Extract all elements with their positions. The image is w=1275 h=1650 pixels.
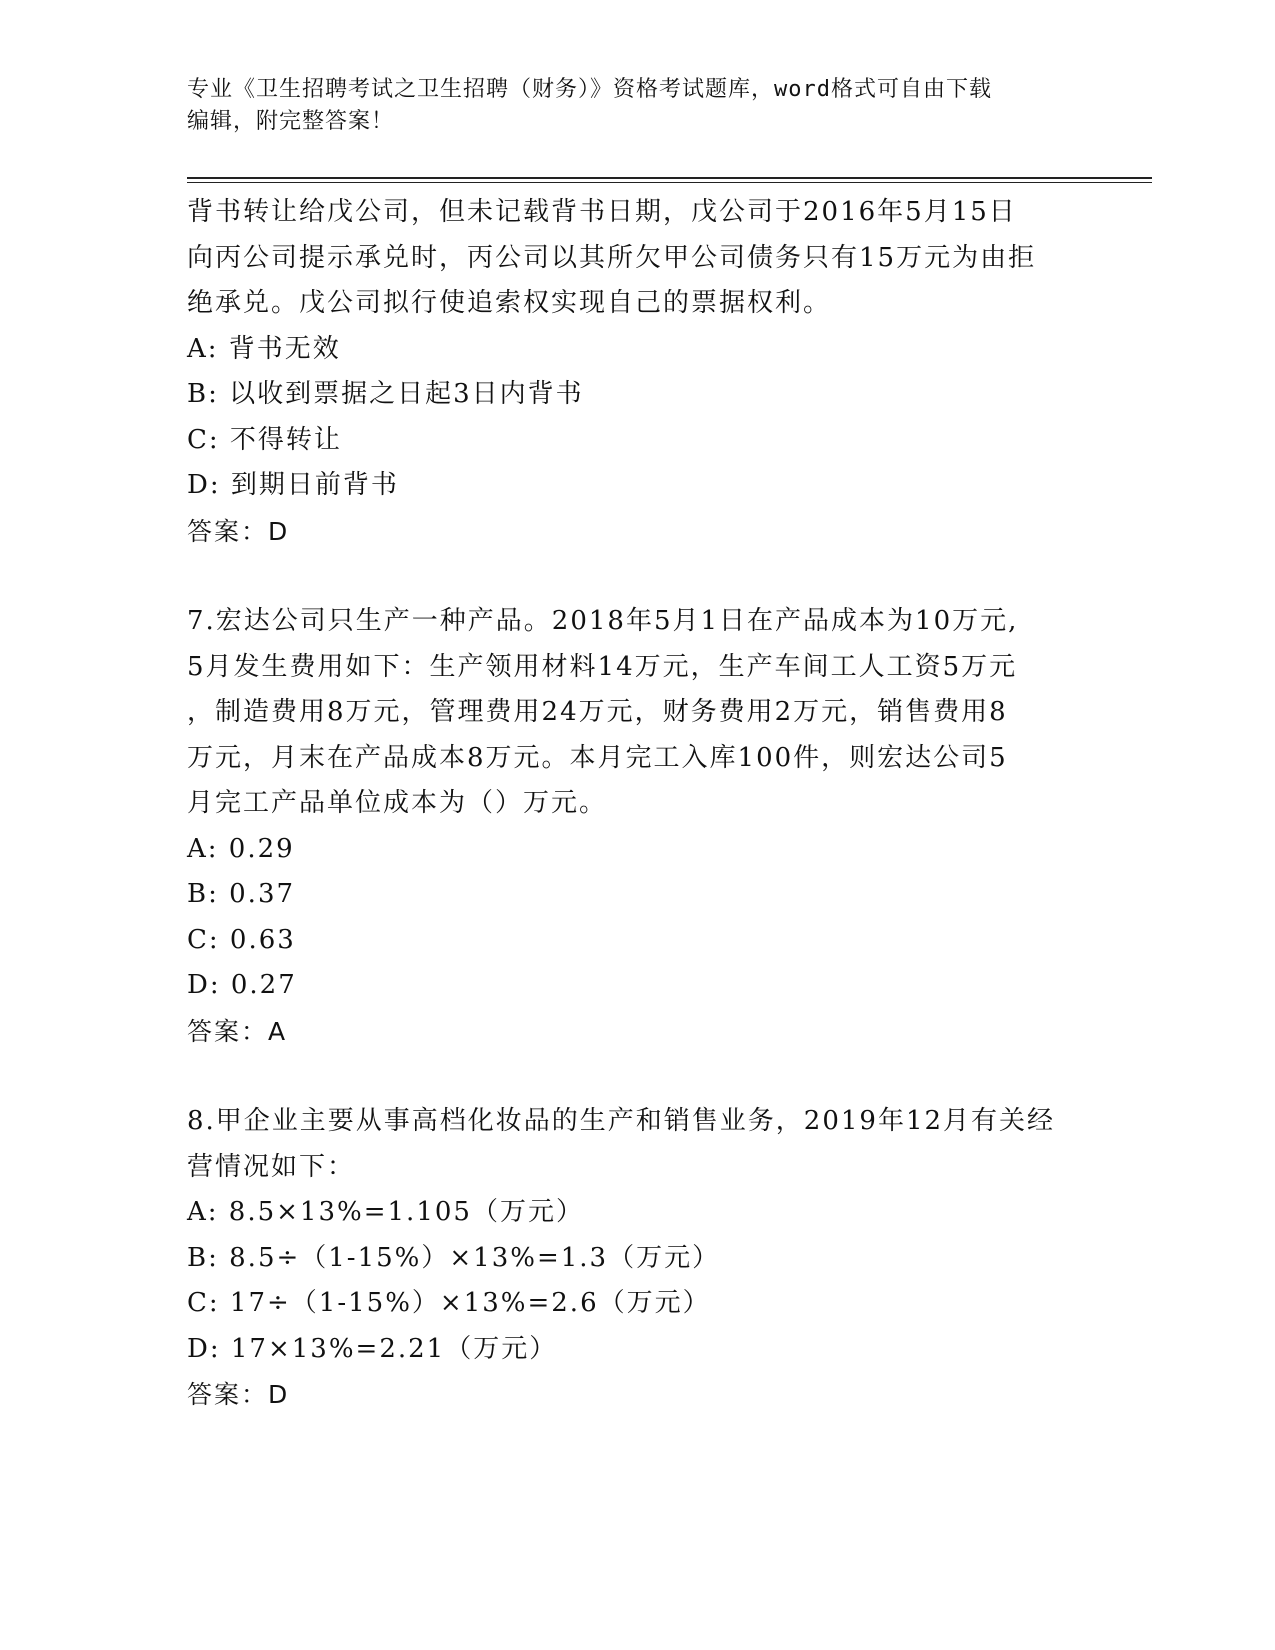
question-stem-line: 月完工产品单位成本为（）万元。 [187, 788, 608, 818]
question-stem-line: 绝承兑。戊公司拟行使追索权实现自己的票据权利。 [187, 288, 832, 318]
answer-line: 答案：D [187, 516, 290, 546]
header-divider-thick [187, 177, 1152, 179]
question-stem-line: 万元，月末在产品成本8万元。本月完工入库100件，则宏达公司5 [187, 742, 1008, 773]
question-stem-line: 5月发生费用如下：生产领用材料14万元，生产车间工人工资5万元 [187, 651, 1018, 682]
question-list [187, 190, 1087, 1418]
option-d: D: 到期日前背书 [187, 470, 399, 500]
question-stem-line: 8.甲企业主要从事高档化妆品的生产和销售业务，2019年12月有关经 [187, 1106, 1056, 1136]
header-line-1: 专业《卫生招聘考试之卫生招聘（财务）》资格考试题库，word格式可自由下载 [187, 77, 992, 102]
question-stem-line: ，制造费用8万元，管理费用24万元，财务费用2万元，销售费用8 [187, 697, 1008, 727]
answer-line: 答案：D [187, 1380, 290, 1409]
option-b: B: 以收到票据之日起3日内背书 [187, 379, 584, 409]
header-divider-thin [187, 182, 1152, 183]
question-spacer [187, 554, 1087, 599]
question-6 [187, 190, 1087, 554]
answer-line: 答案：A [187, 1016, 288, 1046]
question-7 [187, 599, 1087, 1054]
option-a: A: 0.29 [187, 833, 295, 864]
question-stem-line: 7.宏达公司只生产一种产品。2018年5月1日在产品成本为10万元, [187, 606, 1019, 636]
option-b: B: 8.5÷（1-15%）×13%=1.3（万元） [187, 1242, 721, 1273]
option-c: C: 0.63 [187, 924, 296, 955]
option-d: D: 0.27 [187, 970, 297, 1000]
question-stem-line: 向丙公司提示承兑时，丙公司以其所欠甲公司债务只有15万元为由拒 [187, 242, 1037, 273]
question-8 [187, 1099, 1087, 1418]
question-stem-line: 背书转让给戊公司，但未记载背书日期，戊公司于2016年5月15日 [187, 197, 1017, 227]
document-header [187, 74, 1087, 138]
option-a: A: 8.5×13%=1.105（万元） [187, 1197, 584, 1227]
header-line-2: 编辑，附完整答案！ [187, 109, 395, 134]
question-stem-line: 营情况如下： [187, 1151, 356, 1182]
option-c: C: 不得转让 [187, 424, 342, 455]
option-c: C: 17÷（1-15%）×13%=2.6（万元） [187, 1288, 711, 1318]
option-a: A: 背书无效 [187, 333, 341, 364]
question-spacer [187, 1054, 1087, 1099]
option-b: B: 0.37 [187, 879, 296, 909]
option-d: D: 17×13%=2.21（万元） [187, 1333, 558, 1364]
